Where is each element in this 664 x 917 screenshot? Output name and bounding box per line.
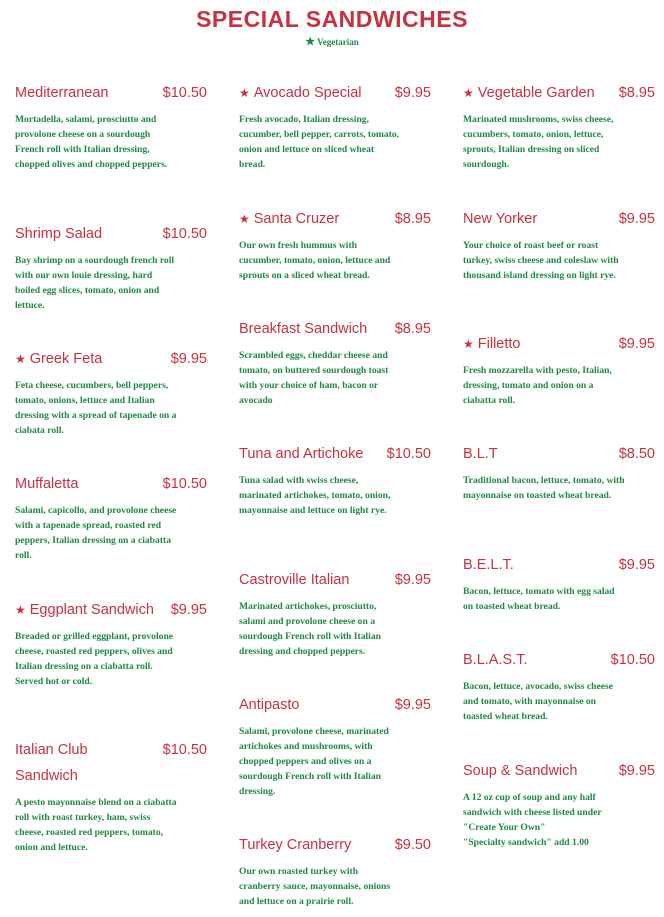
menu-item-price: $9.95 <box>618 557 655 573</box>
menu-item-price: $9.95 <box>394 572 431 588</box>
menu-item-header <box>15 737 207 789</box>
menu-item <box>15 221 207 313</box>
menu-item-name-text: Vegetable Garden <box>477 85 595 101</box>
menu-item-name-text: Tuna and Artichoke <box>239 446 364 462</box>
menu-item-name <box>463 206 613 232</box>
menu-item-price: $10.50 <box>386 446 431 462</box>
star-icon: ★ <box>15 352 26 366</box>
menu-item-price: $9.95 <box>618 211 655 227</box>
menu-item-description: Breaded or grilled eggplant, provolone cheese, roasted red peppers, olives and Italian dressing on a ciabatta roll. Served hot or cold. <box>15 631 174 687</box>
menu-item <box>463 206 655 283</box>
menu-item-name-text: Italian Club Sandwich <box>15 742 88 784</box>
menu-item-name-text: Avocado Special <box>253 85 362 101</box>
menu-item-name-text: B.L.T <box>463 446 498 462</box>
menu-item-price: $9.95 <box>394 697 431 713</box>
menu-item-description: Bay shrimp on a sourdough french roll with our own louie dressing, hard boiled egg slices, tomato, onion and lettuce. <box>15 255 175 311</box>
menu-item-name <box>239 206 389 232</box>
star-icon: ★ <box>463 337 474 351</box>
menu-item-description: Salami, provolone cheese, marinated artichokes and mushrooms, with chopped peppers and olives on a sourdough French roll with Italian dressing. <box>239 726 389 797</box>
menu-item-description: Marinated mushrooms, swiss cheese, cucumbers, tomato, onion, lettuce, sprouts, Italian dressing on sliced sourdough. <box>463 114 614 170</box>
menu-item-header <box>15 597 207 623</box>
menu-item <box>239 80 431 172</box>
menu-item-description: A 12 oz cup of soup and any half sandwich with cheese listed under "Create Your Own" "Specialty sandwich" add 1.00 <box>463 792 602 848</box>
menu-item-name <box>463 441 613 467</box>
menu-item-name <box>239 80 389 106</box>
menu-item <box>463 331 655 408</box>
menu-item <box>15 737 207 855</box>
menu-item-description: Scrambled eggs, cheddar cheese and tomato, on buttered sourdough toast with your choice of ham, bacon or avocado <box>239 350 389 406</box>
menu-item-description: Tuna salad with swiss cheese, marinated artichokes, tomato, onion, mayonnaise and lettuce on light rye. <box>239 475 391 516</box>
menu-item-name <box>239 567 389 593</box>
menu-item-description: Feta cheese, cucumbers, bell peppers, tomato, onions, lettuce and Italian dressing with a spread of tapenade on a ciabata roll. <box>15 380 177 436</box>
menu-item-name <box>15 80 157 106</box>
menu-item-name-text: Eggplant Sandwich <box>29 602 154 618</box>
star-icon: ★ <box>239 86 250 100</box>
menu-item-description: Traditional bacon, lettuce, tomato, with mayonnaise on toasted wheat bread. <box>463 475 625 501</box>
menu-item <box>239 832 431 909</box>
menu-item-header <box>239 316 431 342</box>
menu-item <box>463 441 655 503</box>
menu-item-header <box>463 206 655 232</box>
star-icon: ★ <box>15 603 26 617</box>
star-icon: ★ <box>463 86 474 100</box>
menu-item-name-text: Mediterranean <box>15 85 109 101</box>
menu-item <box>15 80 207 172</box>
menu-item <box>15 346 207 438</box>
menu-item-name <box>463 758 613 784</box>
menu-item-name <box>463 331 613 357</box>
menu-item <box>15 597 207 689</box>
menu-item-price: $9.50 <box>394 837 431 853</box>
menu-item <box>463 552 655 614</box>
menu-item-price: $10.50 <box>162 476 207 492</box>
menu-item-name <box>463 647 605 673</box>
star-icon: ★ <box>239 212 250 226</box>
menu-item-name-text: Greek Feta <box>29 351 103 367</box>
menu-item-price: $8.95 <box>618 85 655 101</box>
menu-item-description: Mortadella, salami, prosciutto and provolone cheese on a sourdough French roll with Italian dressing, chopped olives and chopped peppers. <box>15 114 168 170</box>
menu-item-name <box>15 737 125 789</box>
menu-item-name-text: Breakfast Sandwich <box>239 321 368 337</box>
menu-item <box>463 647 655 724</box>
menu-item-description: Salami, capicollo, and provolone cheese with a tapenade spread, roasted red peppers, Italian dressing on a ciabatta roll. <box>15 505 177 561</box>
menu-item-price: $9.95 <box>394 85 431 101</box>
menu-item-name <box>239 692 389 718</box>
menu-item <box>239 567 431 659</box>
menu-item-name <box>15 597 165 623</box>
menu-item-description: Marinated artichokes, prosciutto, salami and provolone cheese on a sourdough French roll with Italian dressing and chopped peppers. <box>239 601 381 657</box>
menu-item-name-text: Castroville Italian <box>239 572 350 588</box>
menu-item-header <box>463 758 655 784</box>
menu-item-name <box>15 471 157 497</box>
menu-item-name <box>463 80 613 106</box>
menu-item <box>239 316 431 408</box>
menu-item-header <box>463 647 655 673</box>
menu-item-header <box>239 692 431 718</box>
star-icon: ★ <box>305 36 316 48</box>
menu-item-price: $9.95 <box>170 351 207 367</box>
menu-item-price: $10.50 <box>162 226 207 242</box>
menu-item-name-text: B.E.L.T. <box>463 557 514 573</box>
menu-item-name <box>15 346 165 372</box>
menu-item-name-text: Turkey Cranberry <box>239 837 352 853</box>
menu-item-name <box>239 441 381 467</box>
menu-item <box>463 80 655 172</box>
menu-item-header <box>463 441 655 467</box>
menu-item-header <box>463 331 655 357</box>
menu-item-description: Fresh avocado, Italian dressing, cucumber, bell pepper, carrots, tomato, onion and lettuce on sliced wheat bread. <box>239 114 400 170</box>
menu-item-header <box>239 441 431 467</box>
menu-item-name <box>239 316 389 342</box>
menu-item-name-text: B.L.A.S.T. <box>463 652 528 668</box>
menu-item-description: Your choice of roast beef or roast turkey, swiss cheese and coleslaw with thousand island dressing on light rye. <box>463 240 619 281</box>
menu-item-price: $8.95 <box>394 321 431 337</box>
menu-item-header <box>15 80 207 106</box>
menu-item-price: $10.50 <box>162 85 207 101</box>
menu-item-description: Our own roasted turkey with cranberry sauce, mayonnaise, onions and lettuce on a prairie roll. <box>239 866 391 907</box>
menu-item-description: A pesto mayonnaise blend on a ciabatta roll with roast turkey, ham, swiss cheese, roasted red peppers, tomato, onion and lettuce. <box>15 797 177 853</box>
menu-item-price: $10.50 <box>162 742 207 758</box>
menu-item-header <box>239 832 431 858</box>
menu-item-price: $8.50 <box>618 446 655 462</box>
menu-item-name <box>15 221 157 247</box>
menu-item <box>239 206 431 283</box>
menu-item-header <box>239 567 431 593</box>
menu-item-header <box>463 552 655 578</box>
menu-item-name-text: Muffaletta <box>15 476 79 492</box>
menu-item-header <box>15 471 207 497</box>
menu-item <box>239 692 431 799</box>
menu-item-name <box>463 552 613 578</box>
menu-item-name-text: New Yorker <box>463 211 538 227</box>
menu-item-price: $10.50 <box>610 652 655 668</box>
menu-item-price: $8.95 <box>394 211 431 227</box>
menu-item-description: Our own fresh hummus with cucumber, tomato, onion, lettuce and sprouts on a sliced wheat bread. <box>239 240 391 281</box>
menu-item <box>239 441 431 518</box>
menu-item-header <box>15 346 207 372</box>
menu-item-price: $9.95 <box>618 763 655 779</box>
menu-item-description: Bacon, lettuce, tomato with egg salad on toasted wheat bread. <box>463 586 615 612</box>
menu-item-name-text: Shrimp Salad <box>15 226 103 242</box>
menu-item-price: $9.95 <box>170 602 207 618</box>
menu-item-name-text: Santa Cruzer <box>253 211 340 227</box>
menu-item-description: Bacon, lettuce, avocado, swiss cheese and tomato, with mayonnaise on toasted wheat bread. <box>463 681 614 722</box>
menu-item-name <box>239 832 389 858</box>
menu-item-header <box>15 221 207 247</box>
menu-item-price: $9.95 <box>618 336 655 352</box>
menu-title: SPECIAL SANDWICHES <box>196 6 468 32</box>
menu-item <box>15 471 207 563</box>
menu-item-name-text: Soup & Sandwich <box>463 763 578 779</box>
vegetarian-legend <box>0 35 664 48</box>
menu-item-header <box>239 206 431 232</box>
menu-item-header <box>239 80 431 106</box>
menu-item-description: Fresh mozzarella with pesto, Italian, dressing, tomato and onion on a ciabatta roll. <box>463 365 612 406</box>
menu-item-name-text: Antipasto <box>239 697 300 713</box>
menu-item-header <box>463 80 655 106</box>
menu-item-name-text: Filletto <box>477 336 521 352</box>
vegetarian-label: Vegetarian <box>317 37 359 47</box>
menu-item <box>463 758 655 850</box>
